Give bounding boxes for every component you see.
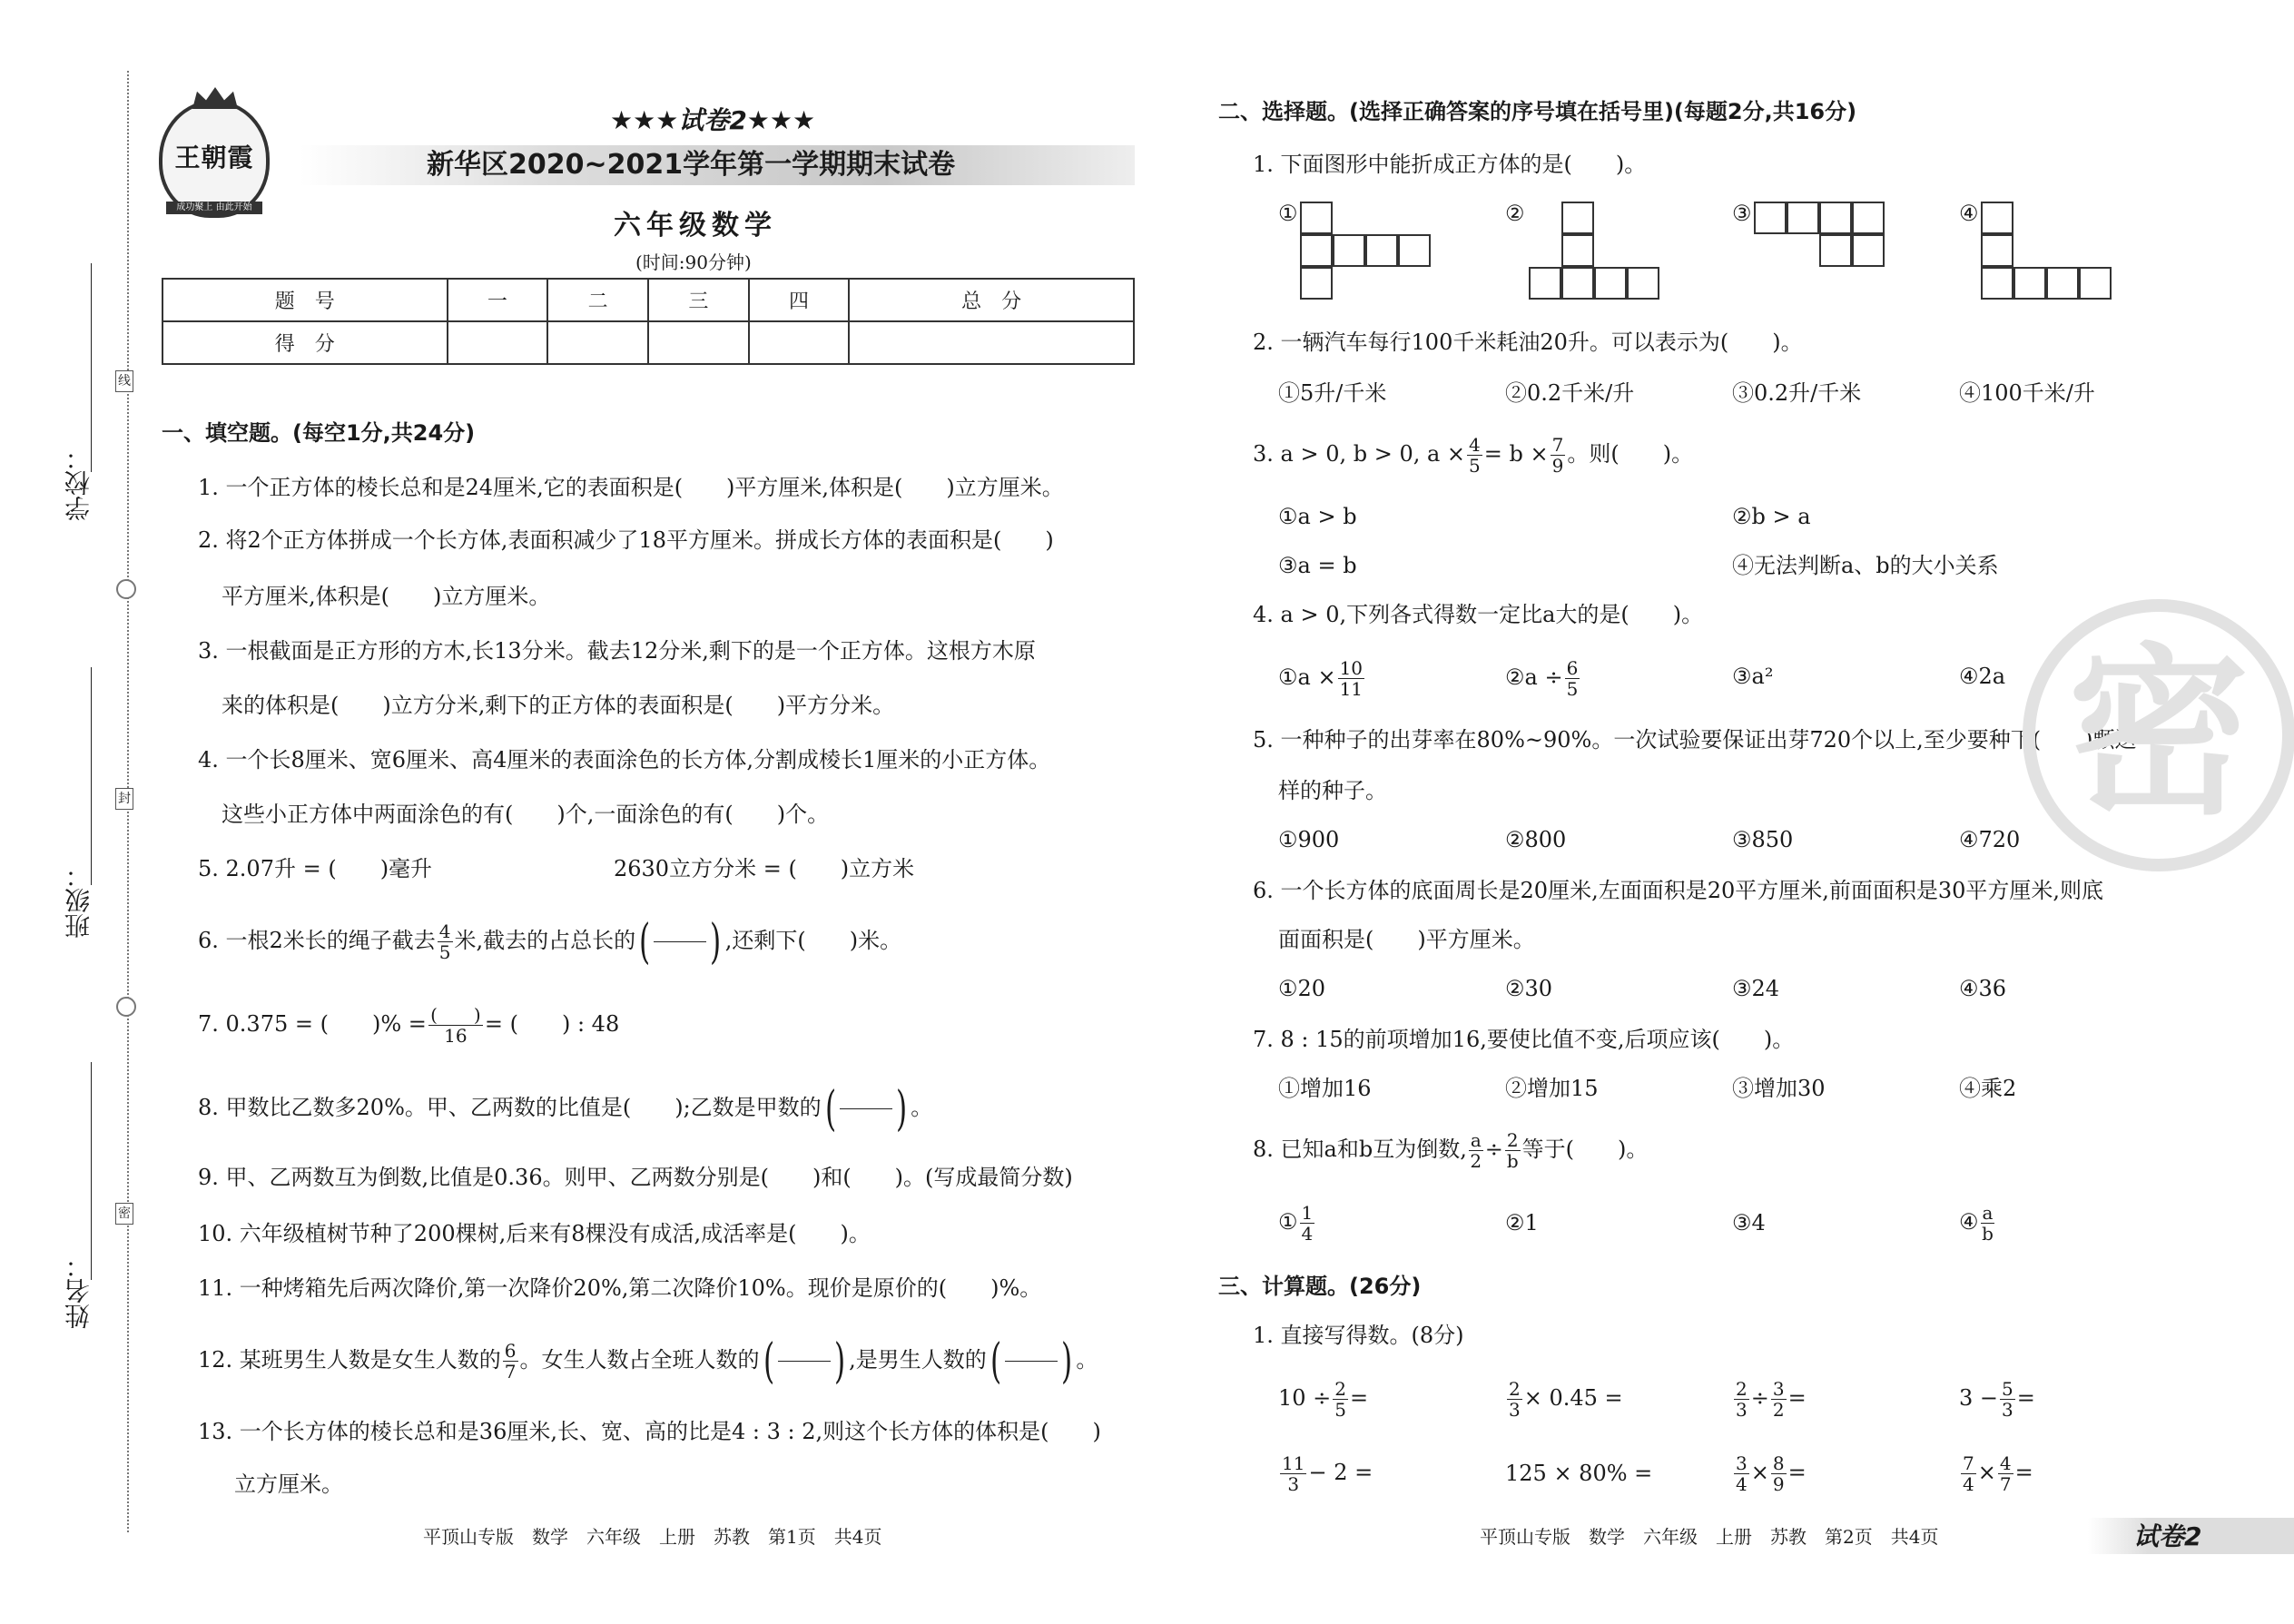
class-line xyxy=(91,667,92,885)
seal-char: 密 xyxy=(2068,628,2250,840)
s2-q7: 7. 8 : 15的前项增加16,要使比值不变,后项应该( )。 xyxy=(1253,1027,1795,1052)
score-cell[interactable] xyxy=(448,321,548,364)
s2-q7-opt: ①增加16 xyxy=(1278,1076,1372,1101)
score-cell[interactable] xyxy=(849,321,1134,364)
s2-q2-opt: ①5升/千米 xyxy=(1278,380,1387,406)
s1-q12: 12. 某班男生人数是女生人数的 $\frac{6}{7}$ 。女生人数占全班人数的( ) ,是男生人数的( ) 。 xyxy=(198,1334,1098,1389)
s2-q1-opt3: ③ xyxy=(1732,201,1752,226)
s2-q3: 3. a > 0, b > 0, a × $\frac{4}{5}$ = b × $\frac{7}{9}$ 。则( )。 xyxy=(1253,434,1694,477)
s2-q6-opt: ①20 xyxy=(1278,976,1326,1001)
s2-q5-opt: ④720 xyxy=(1959,827,2021,852)
s1-q2b: 平方厘米,体积是( )立方厘米。 xyxy=(222,584,551,609)
s1-q7: 7. 0.375 = ( )% = $\frac{( )}{16}$ = ( ) : 48 xyxy=(198,1004,620,1047)
s1-q1: 1. 一个正方体的棱长总和是24厘米,它的表面积是( )平方厘米,体积是( )立方厘米。 xyxy=(198,475,1064,500)
s1-q5b: 2630立方分米 = ( )立方米 xyxy=(614,856,915,881)
footer-left: 平顶山专版 数学 六年级 上册 苏教 第1页 共4页 xyxy=(423,1526,882,1548)
subject-title: 六年级数学 xyxy=(614,210,777,241)
calc-item: 10 ÷ $\frac{2}{5}$ = xyxy=(1278,1378,1369,1421)
s2-q7-opt: ④乘2 xyxy=(1959,1076,2017,1101)
section1-title: 一、填空题。(每空1分,共24分) xyxy=(162,420,476,446)
score-header-cell: 四 xyxy=(749,279,850,321)
s2-q8-opt1: ① $\frac{1}{4}$ xyxy=(1278,1202,1314,1245)
s2-q5-opt: ③850 xyxy=(1732,827,1794,852)
s2-q6-opt: ②30 xyxy=(1505,976,1553,1001)
s1-q11: 11. 一种烤箱先后两次降价,第一次降价20%,第二次降价10%。现价是原价的( )%。 xyxy=(198,1275,1042,1301)
calc-item: $\frac{11}{3}$ − 2 = xyxy=(1282,1452,1373,1495)
score-header-cell: 三 xyxy=(648,279,749,321)
class-label: 班级： xyxy=(64,862,94,939)
section2-title: 二、选择题。(选择正确答案的序号填在括号里)(每题2分,共16分) xyxy=(1218,99,1857,124)
s1-q13b: 立方厘米。 xyxy=(234,1471,343,1497)
s2-q2-opt: ③0.2升/千米 xyxy=(1732,380,1862,406)
footer-badge: 试卷2 xyxy=(2133,1521,2202,1551)
s1-q4b: 这些小正方体中两面涂色的有( )个,一面涂色的有( )个。 xyxy=(222,802,830,827)
s3-sub1: 1. 直接写得数。(8分) xyxy=(1253,1323,1464,1348)
s2-q6a: 6. 一个长方体的底面周长是20厘米,左面面积是20平方厘米,前面面积是30平方厘米,则底 xyxy=(1253,878,2104,903)
s2-q5-opt: ②800 xyxy=(1505,827,1567,852)
binding-mark-mi: 密 xyxy=(115,1203,133,1225)
exam-title: 新华区2020~2021学年第一学期期末试卷 xyxy=(427,149,956,181)
exam-time: (时间:90分钟) xyxy=(635,251,752,273)
score-table xyxy=(162,278,1135,365)
name-label: 姓名： xyxy=(64,1253,94,1329)
s1-q9: 9. 甲、乙两数互为倒数,比值是0.36。则甲、乙两数分别是( )和( )。(写成最简分数) xyxy=(198,1165,1073,1190)
s2-q8: 8. 已知a和b互为倒数, $\frac{a}{2}$ ÷ $\frac{2}{b}$ 等于( )。 xyxy=(1253,1129,1649,1172)
s2-q4-opt2: ②a ÷ $\frac{6}{5}$ xyxy=(1505,657,1579,700)
s2-q1: 1. 下面图形中能折成正方体的是( )。 xyxy=(1253,152,1647,177)
score-header-cell: 题 号 xyxy=(162,279,448,321)
footer-right: 平顶山专版 数学 六年级 上册 苏教 第2页 共4页 xyxy=(1480,1526,1939,1548)
score-row-label: 得 分 xyxy=(162,321,448,364)
logo-motto: 成功聚上 由此开始 xyxy=(166,202,262,214)
s2-q8-opt4: ④ $\frac{a}{b}$ xyxy=(1959,1202,1994,1245)
s2-q1-opt1: ① xyxy=(1278,201,1298,226)
s2-q7-opt: ③增加30 xyxy=(1732,1076,1826,1101)
s2-q6-opt: ③24 xyxy=(1732,976,1780,1001)
s2-q8-opt2: ②1 xyxy=(1505,1210,1539,1235)
name-line xyxy=(91,1062,92,1280)
score-cell[interactable] xyxy=(547,321,648,364)
score-cell[interactable] xyxy=(648,321,749,364)
crown-icon xyxy=(192,87,238,109)
s2-q3-opt: ③a = b xyxy=(1278,553,1357,578)
s2-q1-opt4: ④ xyxy=(1959,201,1979,226)
confidential-seal xyxy=(2023,599,2294,871)
s2-q7-opt: ②增加15 xyxy=(1505,1076,1599,1101)
s2-q1-opt2: ② xyxy=(1505,201,1525,226)
s2-q2-opt: ②0.2千米/升 xyxy=(1505,380,1635,406)
s2-q3-opt: ①a > b xyxy=(1278,504,1357,529)
s1-q4a: 4. 一个长8厘米、宽6厘米、高4厘米的表面涂色的长方体,分割成棱长1厘米的小正方体。 xyxy=(198,747,1051,773)
score-header-cell: 二 xyxy=(547,279,648,321)
score-cell[interactable] xyxy=(749,321,850,364)
s2-q4-opt4: ④2a xyxy=(1959,664,2006,689)
s1-q3a: 3. 一根截面是正方形的方木,长13分米。截去12分米,剩下的是一个正方体。这根方木原 xyxy=(198,638,1036,664)
s2-q3-opt: ④无法判断a、b的大小关系 xyxy=(1732,553,1999,578)
s2-q5a: 5. 一种种子的出芽率在80%~90%。一次试验要保证出芽720个以上,至少要种下( )颗这 xyxy=(1253,727,2137,753)
s1-q10: 10. 六年级植树节种了200棵树,后来有8棵没有成活,成活率是( )。 xyxy=(198,1221,871,1246)
s2-q6b: 面面积是( )平方厘米。 xyxy=(1278,927,1535,952)
s2-q4-opt1: ①a × $\frac{10}{11}$ xyxy=(1278,657,1364,700)
calc-item: 125 × 80% = xyxy=(1505,1461,1653,1486)
logo-text: 王朝霞 xyxy=(174,143,254,172)
score-header-cell: 总 分 xyxy=(849,279,1134,321)
binding-mark-xian: 线 xyxy=(115,370,133,392)
s1-q8: 8. 甲数比乙数多20%。甲、乙两数的比值是( );乙数是甲数的( ) 。 xyxy=(198,1081,933,1137)
s1-q2a: 2. 将2个正方体拼成一个长方体,表面积减少了18平方厘米。拼成长方体的表面积是( ) xyxy=(198,527,1054,553)
s1-q6: 6. 一根2米长的绳子截去 $\frac{4}{5}$ 米,截去的占总长的( ) ,还剩下( )米。 xyxy=(198,914,902,969)
school-line xyxy=(91,263,92,472)
logo xyxy=(159,100,270,218)
section3-title: 三、计算题。(26分) xyxy=(1218,1274,1422,1299)
s2-q5b: 样的种子。 xyxy=(1278,778,1387,803)
s2-q8-opt3: ③4 xyxy=(1732,1210,1766,1235)
s2-q4: 4. a > 0,下列各式得数一定比a大的是( )。 xyxy=(1253,602,1704,627)
s1-q5a: 5. 2.07升 = ( )毫升 xyxy=(198,856,433,881)
calc-item: $\frac{2}{3}$ ÷ $\frac{3}{2}$ = xyxy=(1736,1378,1807,1421)
s2-q5-opt: ①900 xyxy=(1278,827,1340,852)
calc-item: $\frac{7}{4}$ × $\frac{4}{7}$ = xyxy=(1963,1452,2033,1495)
binding-mark-feng: 封 xyxy=(115,788,133,810)
calc-item: $\frac{2}{3}$ × 0.45 = xyxy=(1509,1378,1623,1421)
s2-q6-opt: ④36 xyxy=(1959,976,2007,1001)
s2-q3-opt: ②b > a xyxy=(1732,504,1811,529)
s1-q3b: 来的体积是( )立方分米,剩下的正方体的表面积是( )平方分米。 xyxy=(222,693,895,718)
s2-q4-opt3: ③a² xyxy=(1732,664,1774,689)
series-label: ★★★试卷2★★★ xyxy=(610,105,816,135)
school-label: 学校： xyxy=(64,445,94,521)
calc-item: 3 − $\frac{5}{3}$ = xyxy=(1959,1378,2035,1421)
s2-q2: 2. 一辆汽车每行100千米耗油20升。可以表示为( )。 xyxy=(1253,330,1803,355)
binding-hole-icon xyxy=(116,997,136,1017)
score-header-cell: 一 xyxy=(448,279,548,321)
binding-hole-icon xyxy=(116,579,136,599)
s1-q13a: 13. 一个长方体的棱长总和是36厘米,长、宽、高的比是4 : 3 : 2,则这个长方体的体积是( ) xyxy=(198,1419,1101,1444)
s2-q2-opt: ④100千米/升 xyxy=(1959,380,2095,406)
calc-item: $\frac{3}{4}$ × $\frac{8}{9}$ = xyxy=(1736,1452,1807,1495)
